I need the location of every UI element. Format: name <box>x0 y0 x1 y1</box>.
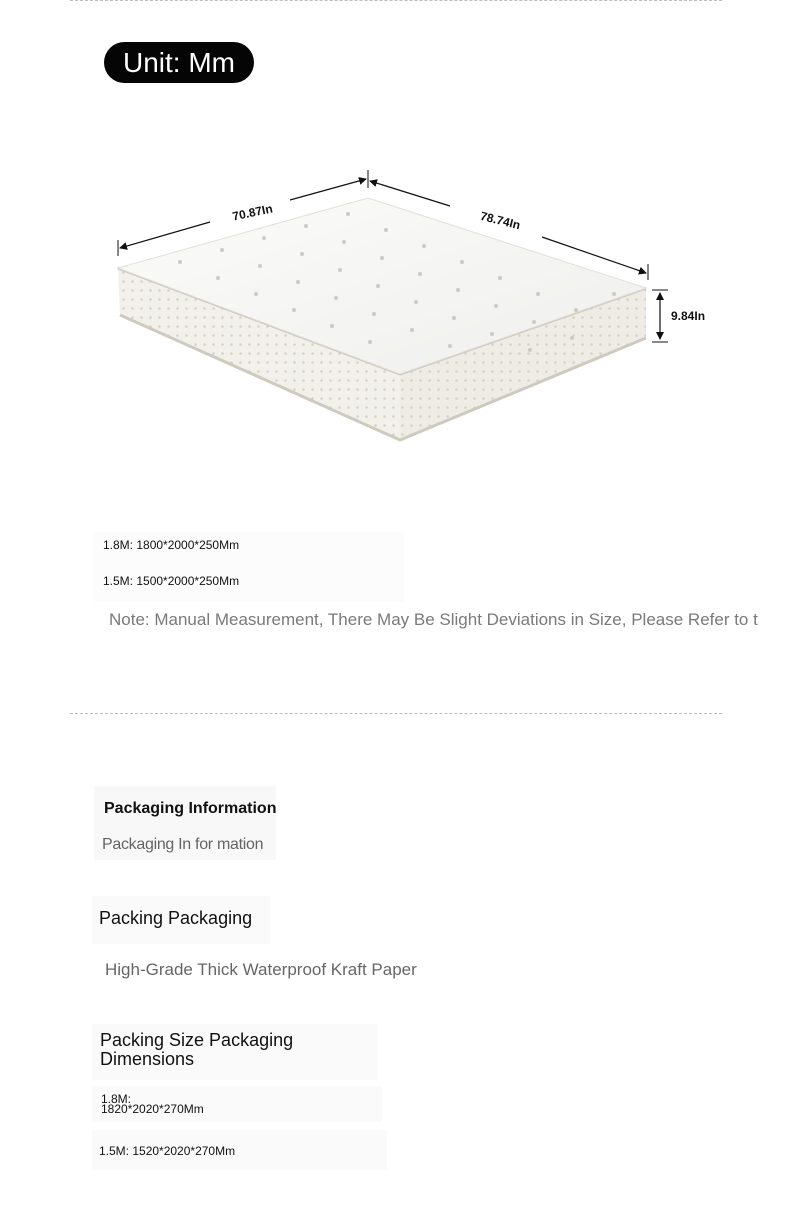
mattress-illustration <box>110 160 720 460</box>
size-line-1-8m: 1.8M: 1800*2000*250Mm <box>103 538 240 552</box>
length-label: 78.74In <box>478 208 522 233</box>
packing-heading: Packing Packaging <box>99 908 253 928</box>
section-divider <box>70 713 722 714</box>
unit-badge: Unit: Mm <box>104 42 254 83</box>
packaging-title: Packaging Information <box>104 800 277 817</box>
height-label: 9.84In <box>671 309 706 323</box>
packing-value: High-Grade Thick Waterproof Kraft Paper <box>105 960 417 979</box>
packing-size-1-5m: 1.5M: 1520*2020*270Mm <box>99 1144 236 1158</box>
height-dimension <box>652 290 705 342</box>
top-divider <box>70 0 722 1</box>
packing-size-1-8m-label: 1.8M: <box>101 1092 132 1106</box>
packing-size-1-8m-value: 1820*2020*270Mm <box>101 1102 204 1116</box>
measurement-note: Note: Manual Measurement, There May Be Slight Deviations in Size, Please Refer to t <box>109 610 758 629</box>
mattress-body <box>118 198 646 440</box>
packing-size-heading: Packing Size Packaging Dimensions <box>100 1030 294 1069</box>
packaging-title-echo: Packaging In for mation <box>102 836 264 853</box>
size-line-1-5m: 1.5M: 1500*2000*250Mm <box>103 574 240 588</box>
width-label: 70.87In <box>231 201 274 224</box>
